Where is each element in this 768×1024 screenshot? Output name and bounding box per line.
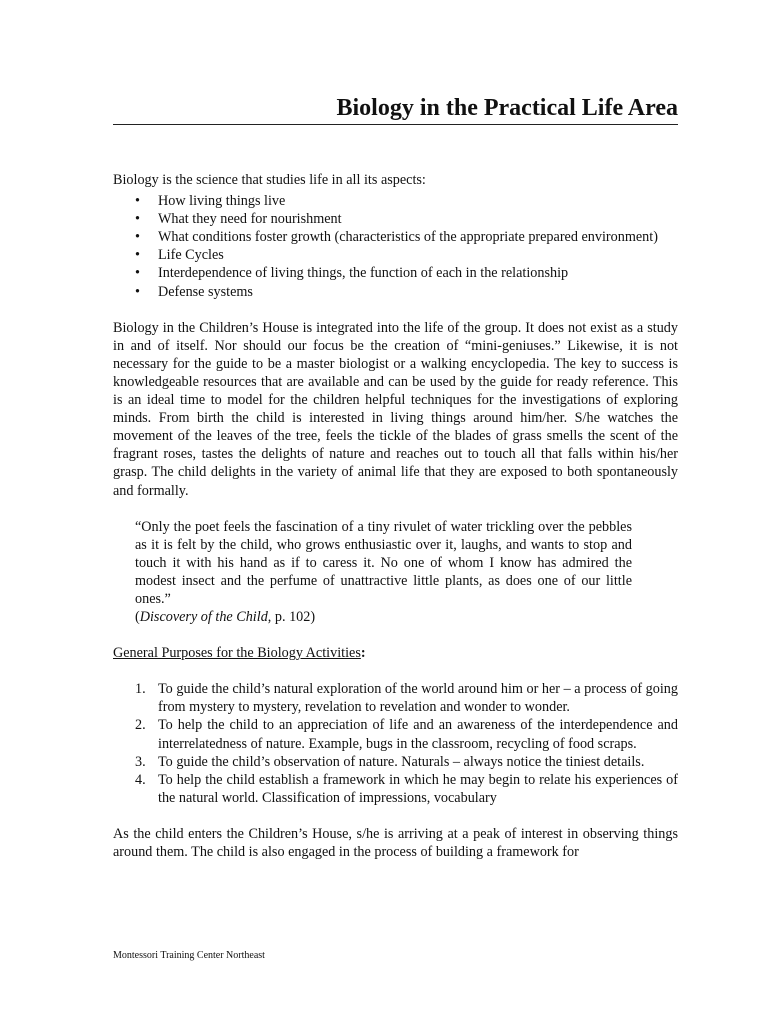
list-item-text: Defense systems — [158, 283, 253, 300]
bullet-icon: • — [135, 283, 140, 300]
bullet-icon: • — [135, 247, 140, 264]
bullet-icon: • — [135, 229, 140, 246]
bullet-icon: • — [135, 193, 140, 210]
list-item — [113, 753, 678, 771]
list-item-number: 4. — [135, 771, 146, 788]
closing-paragraph: As the child enters the Children’s House, s/he is arriving at a peak of interest in observing things around them. The child is also engaged in the process of building a framework for — [113, 825, 678, 860]
purposes-heading-colon: : — [360, 645, 366, 662]
bullet-icon: • — [135, 211, 140, 228]
list-item-number: 1. — [135, 681, 146, 698]
list-item — [113, 192, 678, 210]
list-item-number: 2. — [135, 717, 146, 734]
quote-citation — [135, 608, 632, 626]
list-item-text: To guide the child’s natural exploration of the world around him or her – a process of going from mystery to mystery, revelation to revelation and wonder to wonder. — [158, 681, 678, 716]
list-item — [113, 283, 678, 301]
list-item-text: Life Cycles — [158, 247, 224, 264]
citation-page: , p. 102) — [267, 609, 316, 626]
aspects-bullet-list — [113, 192, 678, 301]
list-item-text: Interdependence of living things, the function of each in the relationship — [158, 265, 569, 282]
purposes-numbered-list — [113, 680, 678, 807]
list-item-text: How living things live — [158, 193, 286, 210]
list-item-number: 3. — [135, 753, 146, 770]
list-item-text: To help the child establish a framework in which he may begin to relate his experiences of the natural world. Classification of impressions, vocabulary — [158, 771, 678, 806]
list-item-text: To help the child to an appreciation of life and an awareness of the interdependence and interrelatedness of nature. Example, bugs in the classroom, recycling of food scraps. — [158, 717, 678, 752]
list-item — [113, 771, 678, 807]
quote-text: “Only the poet feels the fascination of a tiny rivulet of water trickling over the pebbles as it is felt by the child, who grows enthusiastic over it, laughs, and wants to stop and touch it with his hand as if to caress it. No one of whom I know has admired the modest insect and the perfume of unattractive little plants, as does one of our little ones.” — [135, 518, 632, 607]
page-title: Biology in the Practical Life Area — [336, 95, 678, 121]
citation-title: Discovery of the Child — [139, 609, 268, 626]
childrens-house-paragraph: Biology in the Children’s House is integrated into the life of the group. It does not exist as a study in and of itself. Nor should our focus be the creation of “mini-geniuses.” Likewise, it is not necessary for the guide to be a master biologist or a walking encyclopedia. The key to success is knowledgeable resources that are available and can be used by the guide for ready reference. This is an ideal time to model for the children helpful techniques for the investigations of exploring minds. From birth the child is interested in living things around him/her. S/he watches the movement of the leaves of the tree, feels the tickle of the blades of grass smells the scent of the fragrant roses, tastes the delights of nature and reaches out to touch all that falls within his/her grasp. The child delights in the variety of animal life that they are exposed to both spontaneously and formally. — [113, 319, 678, 499]
list-item — [113, 264, 678, 282]
bullet-icon: • — [135, 265, 140, 282]
purposes-heading — [113, 644, 678, 662]
page-footer: Montessori Training Center Northeast — [113, 950, 265, 961]
document-body — [113, 171, 678, 861]
list-item-text: What conditions foster growth (characteristics of the appropriate prepared environment) — [158, 229, 658, 246]
block-quote — [135, 518, 632, 627]
list-item-text: To guide the child’s observation of nature. Naturals – always notice the tiniest details. — [158, 753, 645, 770]
list-item — [113, 210, 678, 228]
list-item — [113, 228, 678, 246]
list-item — [113, 680, 678, 716]
list-item — [113, 246, 678, 264]
title-underline-rule — [113, 124, 678, 125]
purposes-heading-text: General Purposes for the Biology Activities — [113, 645, 361, 662]
citation-open: ( — [135, 609, 140, 626]
list-item — [113, 716, 678, 752]
list-item-text: What they need for nourishment — [158, 211, 342, 228]
intro-paragraph: Biology is the science that studies life in all its aspects: — [113, 172, 426, 188]
